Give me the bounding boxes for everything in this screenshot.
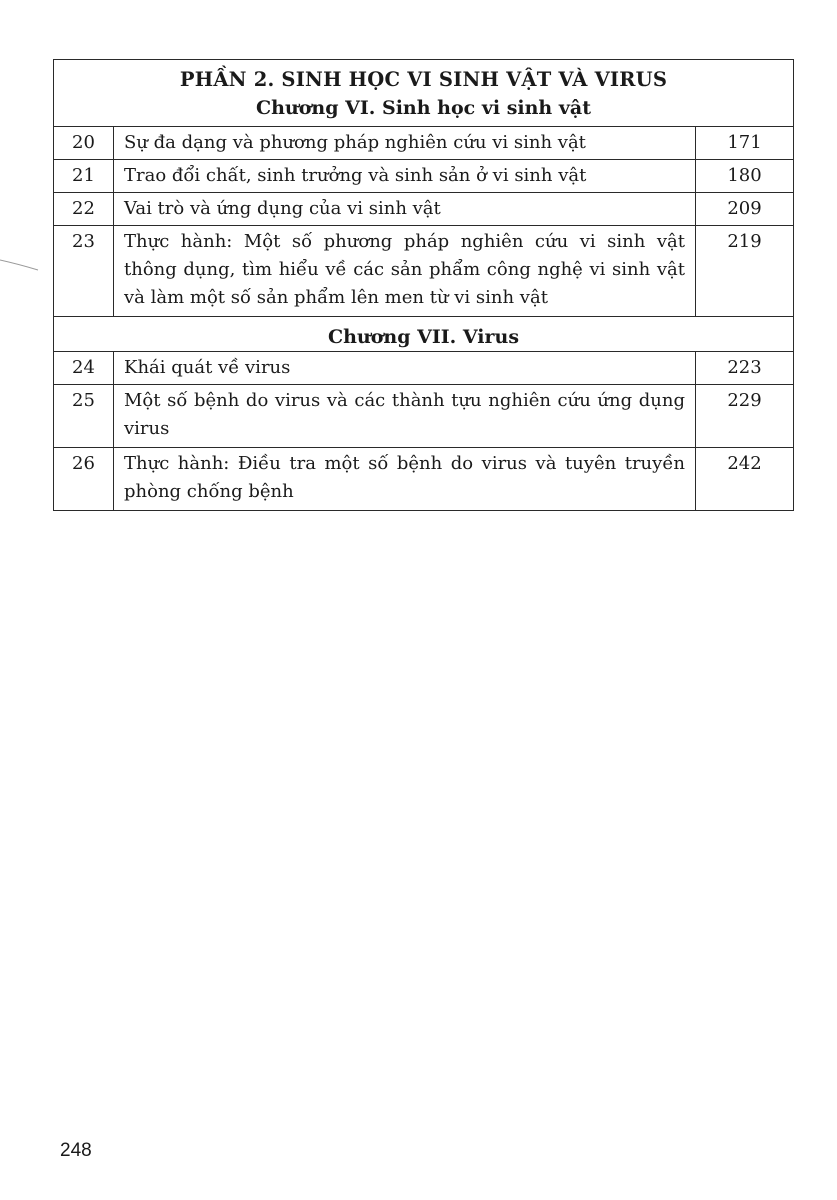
lesson-page: 223 [695,352,793,385]
lesson-number: 26 [54,448,114,511]
chapter-header-row [54,317,794,352]
lesson-title: Sự đa dạng và phương pháp nghiên cứu vi sinh vật [114,127,696,160]
table-row [54,352,794,385]
lesson-page: 229 [695,385,793,448]
lesson-title: Một số bệnh do virus và các thành tựu nghiên cứu ứng dụng virus [114,385,696,448]
lesson-title: Khái quát về virus [114,352,696,385]
lesson-number: 20 [54,127,114,160]
table-row [54,385,794,448]
lesson-page: 242 [695,448,793,511]
chapter-title: Chương VII. Virus [327,326,520,348]
part-header-cell [54,60,794,127]
lesson-page: 171 [695,127,793,160]
lesson-title: Thực hành: Điều tra một số bệnh do virus và tuyên truyền phòng chống bệnh [114,448,696,511]
lesson-page: 219 [695,226,793,317]
margin-scratch-mark [0,258,40,272]
lesson-number: 22 [54,193,114,226]
part-header-row [54,60,794,127]
part-title: PHẦN 2. SINH HỌC VI SINH VẬT VÀ VIRUS [179,68,668,91]
table-row [54,226,794,317]
page-number: 248 [60,1140,92,1161]
chapter-title: Chương VI. Sinh học vi sinh vật [255,97,591,119]
lesson-number: 23 [54,226,114,317]
lesson-page: 180 [695,160,793,193]
table-row [54,160,794,193]
table-row [54,448,794,511]
lesson-number: 21 [54,160,114,193]
lesson-number: 24 [54,352,114,385]
table-row [54,127,794,160]
lesson-number: 25 [54,385,114,448]
lesson-page: 209 [695,193,793,226]
table-of-contents [53,59,794,511]
lesson-title: Thực hành: Một số phương pháp nghiên cứu vi sinh vật thông dụng, tìm hiểu về các sản phẩm công nghệ vi sinh vật và làm một số sản phẩm lên men từ vi sinh vật [114,226,696,317]
lesson-title: Trao đổi chất, sinh trưởng và sinh sản ở vi sinh vật [114,160,696,193]
lesson-title: Vai trò và ứng dụng của vi sinh vật [114,193,696,226]
table-row [54,193,794,226]
chapter-header-cell [54,317,794,352]
